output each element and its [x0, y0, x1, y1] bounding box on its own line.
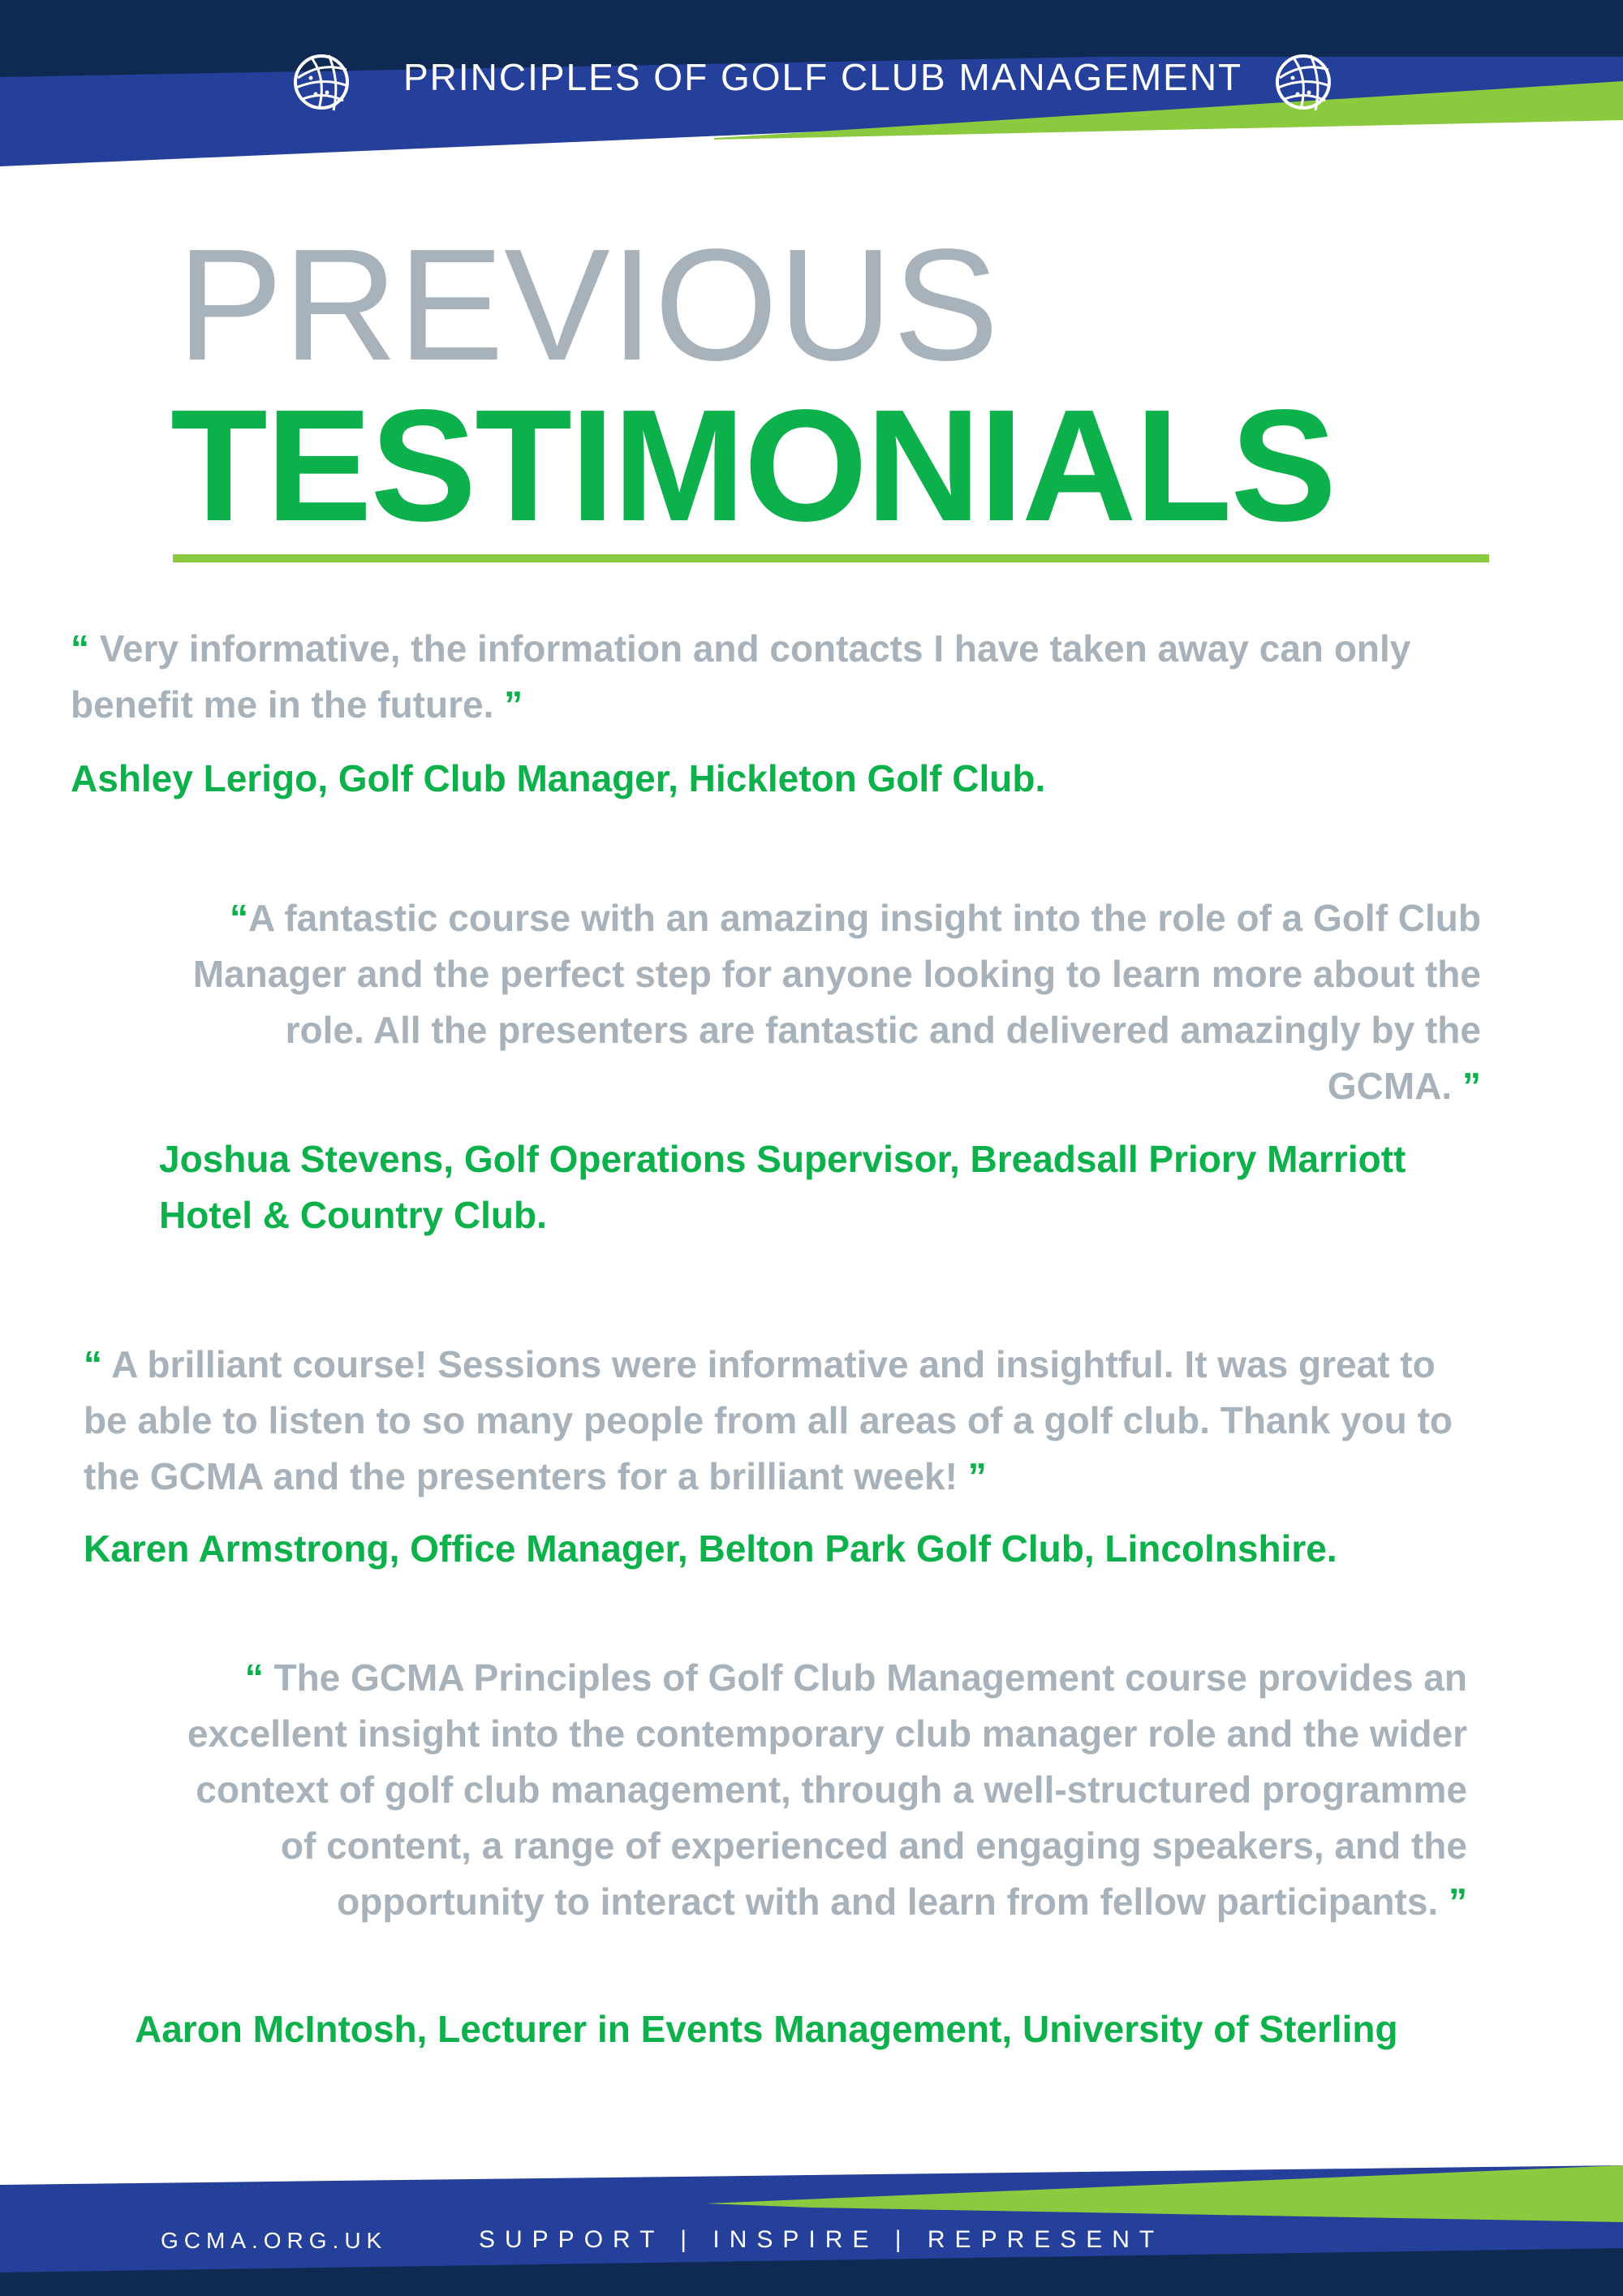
footer-motto: SUPPORT | INSPIRE | REPRESENT: [479, 2226, 1165, 2253]
testimonial-quote: [84, 1337, 1487, 1505]
header-title: PRINCIPLES OF GOLF CLUB MANAGEMENT: [403, 56, 1243, 98]
footer-band: [0, 2159, 1623, 2296]
close-quote-mark: ”: [504, 683, 523, 726]
testimonial-quote: [71, 621, 1483, 733]
quote-text: The GCMA Principles of Golf Club Management course provides an excellent insight into the contemporary club manager role and the wider context of golf club management, through a well-structured programme of content, a range of experienced and engaging speakers, and the opportunity to interact with and learn from fellow participants.: [187, 1656, 1467, 1923]
golf-ball-globe-icon: [286, 45, 356, 115]
testimonial-author: Ashley Lerigo, Golf Club Manager, Hickleton Golf Club.: [71, 757, 1046, 799]
open-quote-mark: “: [244, 1656, 264, 1699]
close-quote-mark: ”: [1449, 1880, 1467, 1923]
title-underline: [173, 554, 1489, 562]
page-title-testimonials: TESTIMONIALS: [170, 377, 1336, 554]
open-quote-mark: “: [71, 627, 89, 670]
golf-ball-globe-icon: [1268, 45, 1338, 115]
quote-text: A fantastic course with an amazing insight into the role of a Golf Club Manager and the perfect step for anyone looking to learn more about the role. All the presenters are fantastic and delivered amazingly by the GCMA.: [192, 897, 1481, 1107]
footer-website: GCMA.ORG.UK: [161, 2228, 388, 2253]
testimonial-author: Joshua Stevens, Golf Operations Supervisor, Breadsall Priory Marriott Hotel & Country Club.: [159, 1138, 1406, 1236]
close-quote-mark: ”: [967, 1455, 987, 1497]
golf-ball-globe-icon: [0, 2159, 24, 2183]
quote-text: Very informative, the information and contacts I have taken away can only benefit me in the future.: [71, 627, 1411, 726]
testimonial-quote: [187, 1650, 1467, 1930]
header-band: [0, 0, 1623, 170]
open-quote-mark: “: [84, 1343, 102, 1385]
testimonial-quote: [162, 890, 1481, 1114]
testimonial-author: Aaron McIntosh, Lecturer in Events Management, University of Sterling: [135, 2008, 1398, 2050]
close-quote-mark: ”: [1462, 1065, 1481, 1107]
testimonial-author: Karen Armstrong, Office Manager, Belton Park Golf Club, Lincolnshire.: [84, 1527, 1337, 1570]
page-title-previous: PREVIOUS: [177, 216, 999, 394]
open-quote-mark: “: [230, 897, 249, 939]
quote-text: A brilliant course! Sessions were informative and insightful. It was great to be able to listen to so many people from all areas of a golf club. Thank you to the GCMA and the presenters for a brilliant week!: [84, 1343, 1453, 1497]
